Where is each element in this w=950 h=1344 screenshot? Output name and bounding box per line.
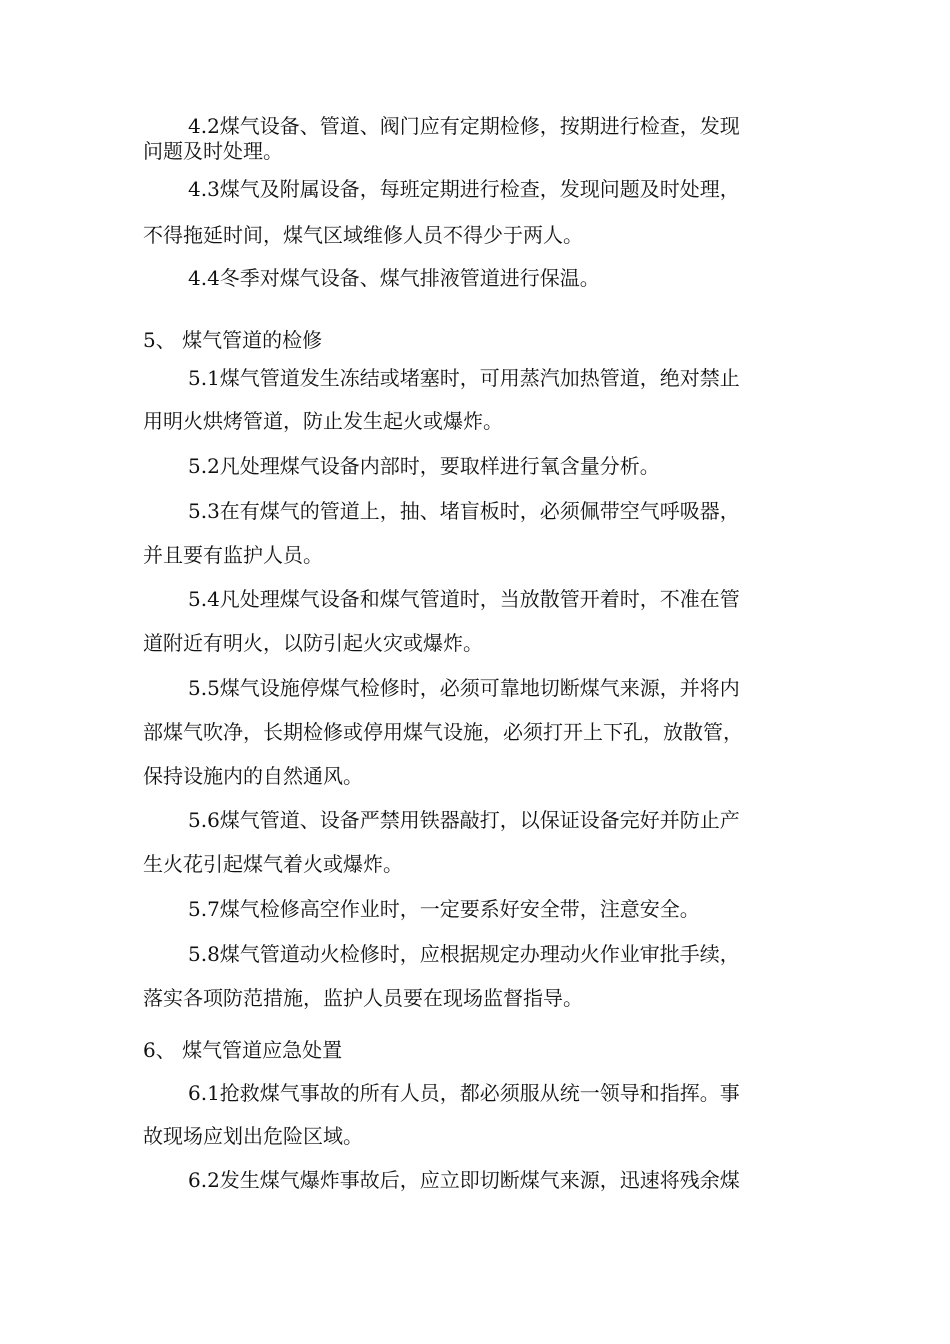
section-heading-6: 6、 煤气管道应急处置 xyxy=(143,1038,343,1062)
line-5-6-b: 生火花引起煤气着火或爆炸。 xyxy=(143,852,403,876)
line-6-1-a: 6.1抢救煤气事故的所有人员，都必须服从统一领导和指挥。事 xyxy=(188,1081,740,1105)
line-5-3-b: 并且要有监护人员。 xyxy=(143,543,323,567)
line-5-4-a: 5.4凡处理煤气设备和煤气管道时，当放散管开着时，不准在管 xyxy=(188,587,740,611)
line-5-8-b: 落实各项防范措施，监护人员要在现场监督指导。 xyxy=(143,986,583,1010)
line-5-2: 5.2凡处理煤气设备内部时，要取样进行氧含量分析。 xyxy=(188,454,660,478)
line-5-1-a: 5.1煤气管道发生冻结或堵塞时，可用蒸汽加热管道，绝对禁止 xyxy=(188,366,740,390)
line-5-5-a: 5.5煤气设施停煤气检修时，必须可靠地切断煤气来源，并将内 xyxy=(188,676,740,700)
line-5-3-a: 5.3在有煤气的管道上，抽、堵盲板时，必须佩带空气呼吸器， xyxy=(188,499,740,523)
line-5-5-c: 保持设施内的自然通风。 xyxy=(143,764,363,788)
section-heading-5: 5、 煤气管道的检修 xyxy=(143,328,323,352)
line-5-8-a: 5.8煤气管道动火检修时，应根据规定办理动火作业审批手续， xyxy=(188,942,740,966)
line-4-3-a: 4.3煤气及附属设备，每班定期进行检查，发现问题及时处理， xyxy=(188,177,740,201)
line-4-2-b: 问题及时处理。 xyxy=(143,139,283,163)
line-5-5-b: 部煤气吹净，长期检修或停用煤气设施，必须打开上下孔，放散管， xyxy=(143,720,743,744)
line-5-1-b: 用明火烘烤管道，防止发生起火或爆炸。 xyxy=(143,409,503,433)
line-6-2-a: 6.2发生煤气爆炸事故后，应立即切断煤气来源，迅速将残余煤 xyxy=(188,1168,740,1192)
line-6-1-b: 故现场应划出危险区域。 xyxy=(143,1124,363,1148)
line-5-6-a: 5.6煤气管道、设备严禁用铁器敲打，以保证设备完好并防止产 xyxy=(188,808,740,832)
line-5-7: 5.7煤气检修高空作业时，一定要系好安全带，注意安全。 xyxy=(188,897,700,921)
line-4-2-a: 4.2煤气设备、管道、阀门应有定期检修，按期进行检查，发现 xyxy=(188,114,740,138)
line-4-4: 4.4冬季对煤气设备、煤气排液管道进行保温。 xyxy=(188,266,600,290)
line-4-3-b: 不得拖延时间，煤气区域维修人员不得少于两人。 xyxy=(143,223,583,247)
line-5-4-b: 道附近有明火，以防引起火灾或爆炸。 xyxy=(143,631,483,655)
